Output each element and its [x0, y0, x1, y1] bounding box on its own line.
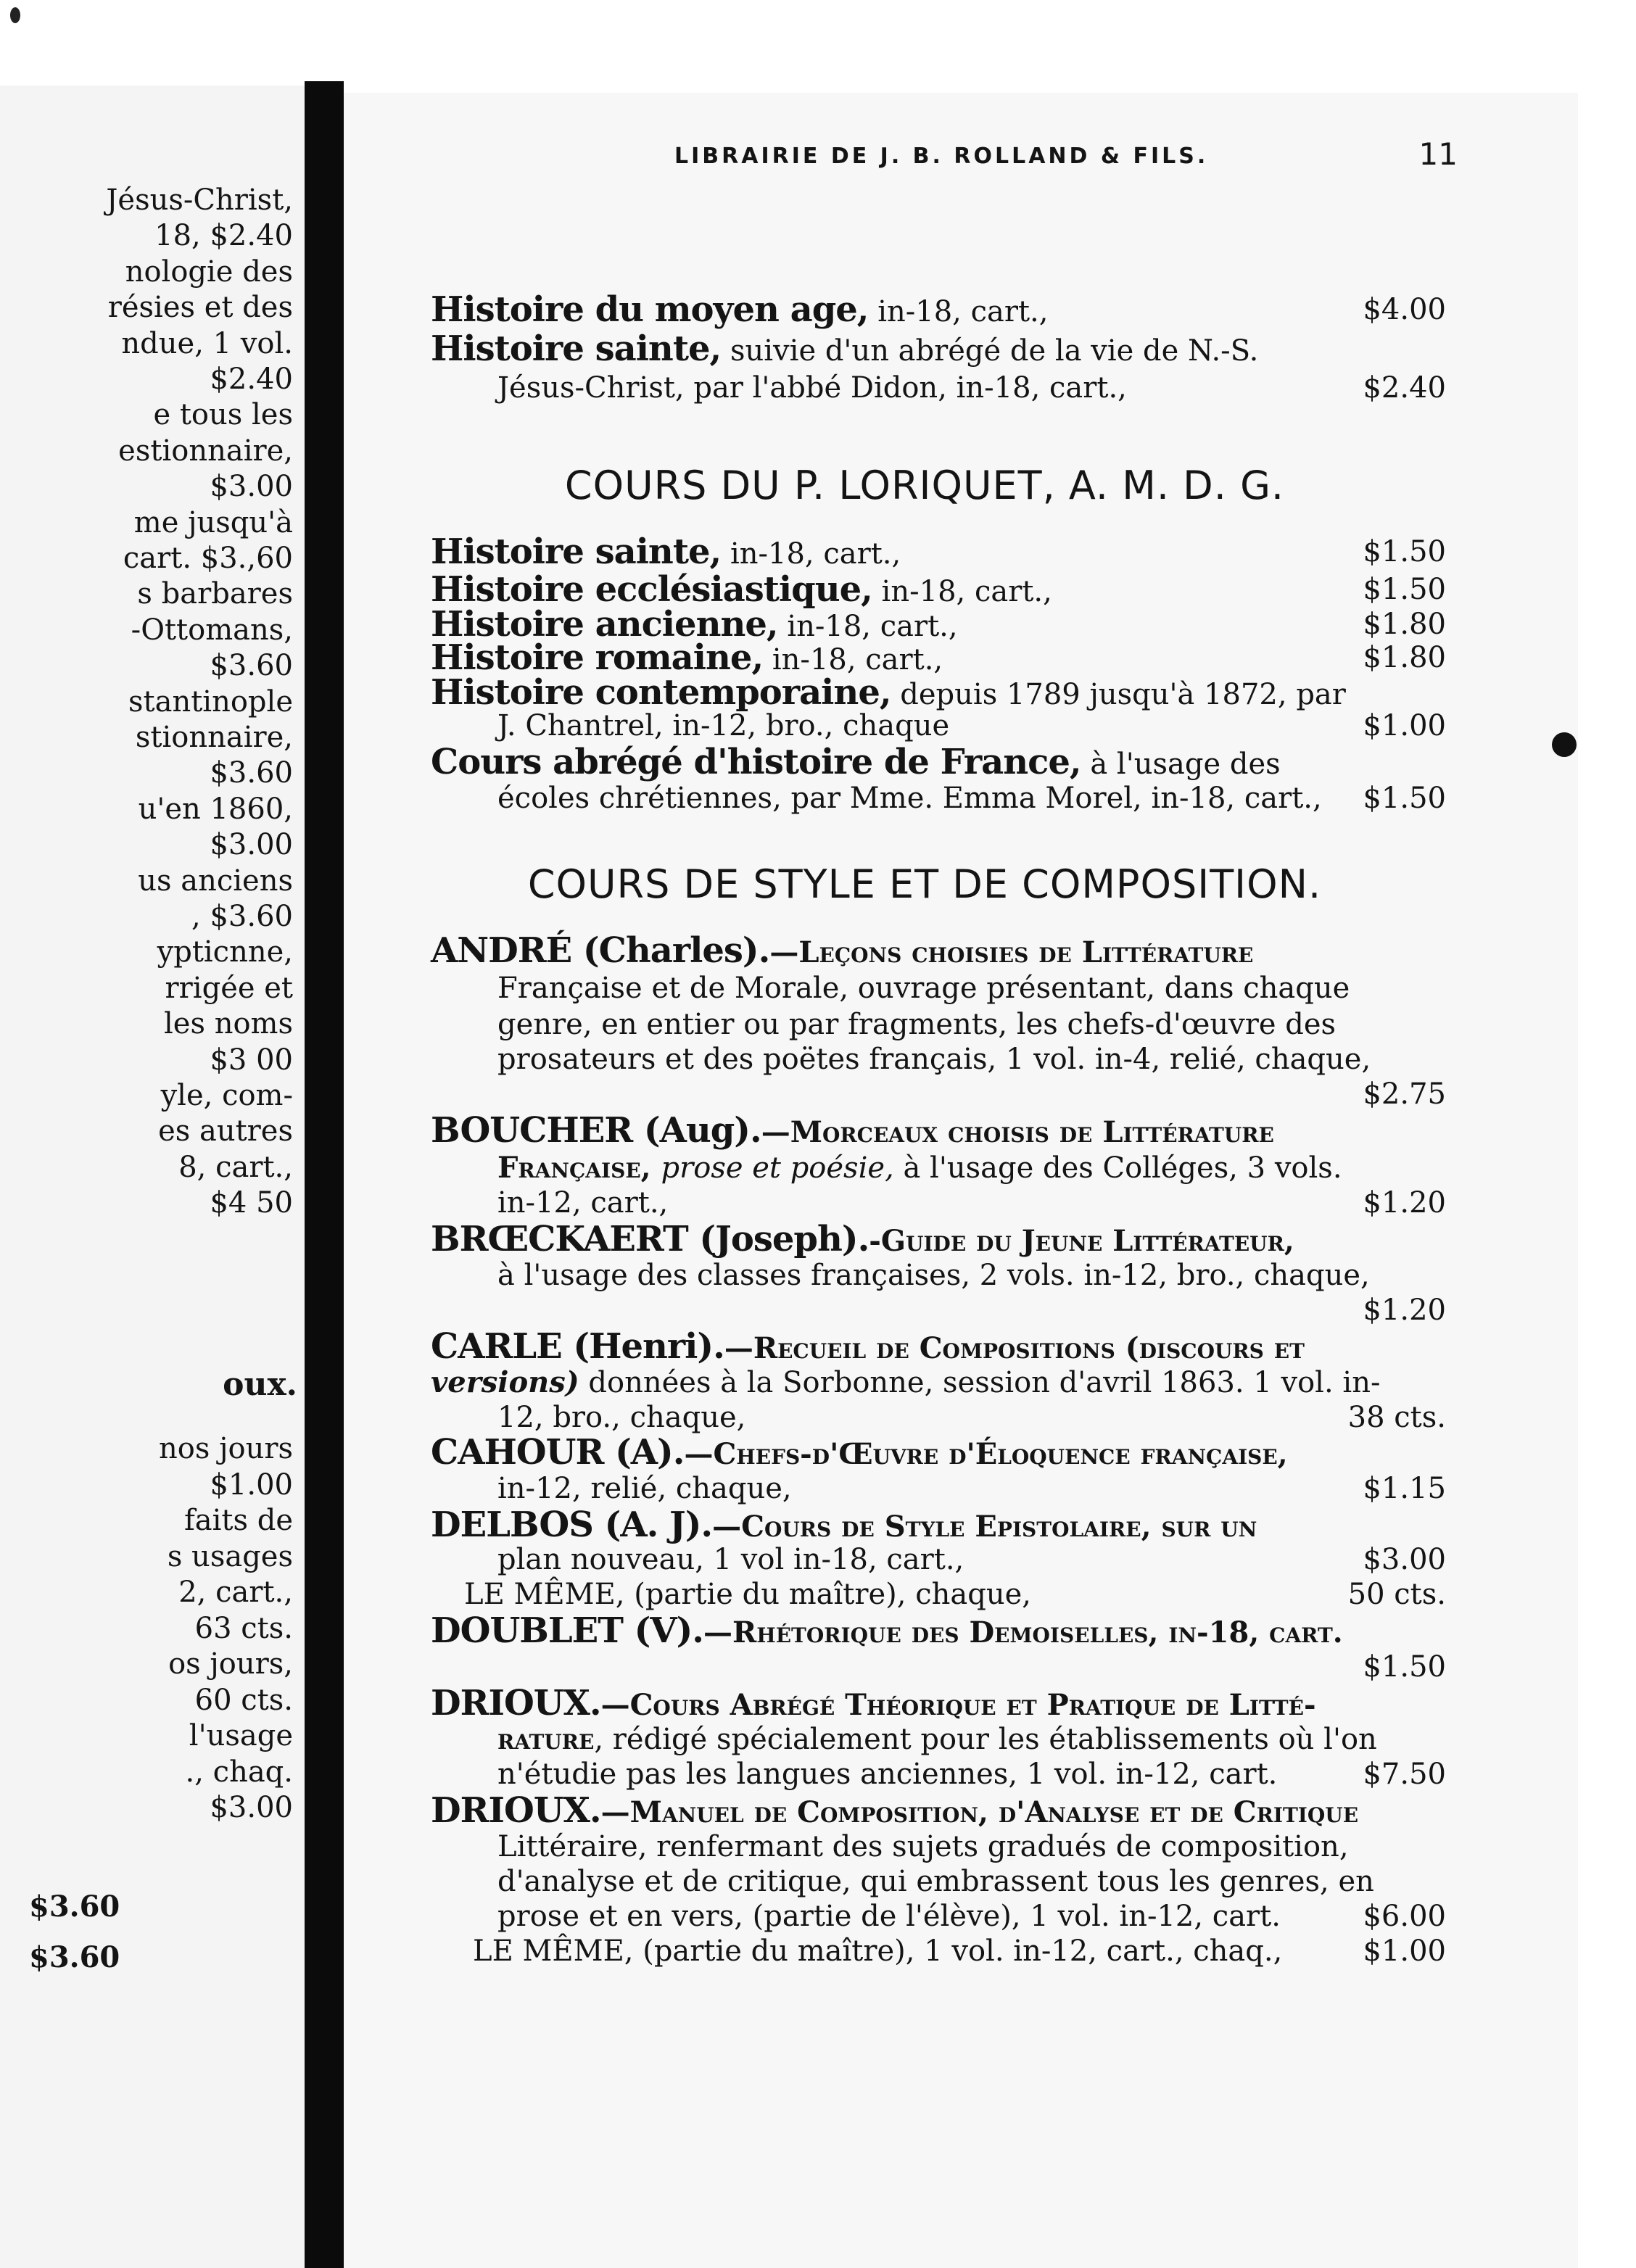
left-page-line: 2, cart., — [178, 1576, 293, 1609]
left-page-line: me jusqu'à — [133, 505, 293, 539]
left-page-line: les noms — [163, 1007, 293, 1041]
entry-line: Cours abrégé d'histoire de France, à l'usage des — [431, 742, 1281, 782]
price: $4.00 — [1363, 293, 1446, 326]
left-page-line: $2.40 — [210, 363, 293, 396]
price: $1.00 — [1363, 709, 1446, 742]
entry-line: écoles chrétiennes, par Mme. Emma Morel, in-18, cart., $1.50 — [497, 779, 1446, 818]
price: $3.00 — [1363, 1543, 1446, 1576]
book-gutter — [305, 81, 344, 2268]
entry-line: in-12, cart., $1.20 — [497, 1183, 1446, 1222]
entry-line: Française, prose et poésie, à l'usage des Colléges, 3 vols. — [497, 1151, 1342, 1185]
left-page-line: yle, com- — [160, 1079, 293, 1112]
left-page-line: $3.60 — [210, 649, 293, 683]
left-page-line: e tous les — [153, 398, 293, 432]
left-page-line: estionnaire, — [118, 434, 293, 468]
page-margin — [1578, 102, 1636, 2268]
entry-line: Histoire sainte, suivie d'un abrégé de la vie de N.-S. — [431, 328, 1259, 369]
left-page-line: 63 cts. — [194, 1611, 293, 1645]
price: 50 cts. — [1347, 1578, 1446, 1611]
price: $2.40 — [1363, 371, 1446, 405]
left-page-line: faits de — [183, 1504, 293, 1537]
price: $1.20 — [1363, 1186, 1446, 1220]
left-page-line: $3.60 — [210, 756, 293, 790]
left-page-line: résies et des — [107, 291, 293, 325]
entry-line: Littéraire, renfermant des sujets gradués de composition, — [497, 1830, 1349, 1863]
price: $1.50 — [1363, 535, 1446, 568]
entry-line: CARLE (Henri).—Recueil de Compositions (discours et — [431, 1326, 1305, 1367]
entry-line: Histoire du moyen age, in-18, cart., $4.00 — [431, 289, 1446, 330]
left-page-line: $3 00 — [210, 1043, 293, 1077]
left-page-line: stantinople — [128, 684, 293, 719]
left-page-line: s usages — [167, 1539, 293, 1573]
price: $1.80 — [1363, 608, 1446, 641]
entry-line: Histoire contemporaine, depuis 1789 jusqu'à 1872, par — [431, 672, 1346, 713]
left-page-line: ypticnne, — [157, 935, 293, 969]
entry-line: CAHOUR (A).—Chefs-d'Œuvre d'Éloquence française, — [431, 1432, 1288, 1473]
entry-line: BOUCHER (Aug).—Morceaux choisis de Littérature — [431, 1110, 1274, 1151]
left-page-line: us anciens — [138, 864, 293, 898]
entry-line: LE MÊME, (partie du maître), 1 vol. in-12, cart., chaq., $1.00 — [473, 1932, 1446, 1971]
ink-dot — [1552, 732, 1577, 757]
left-page-line: rrigée et — [165, 971, 293, 1005]
left-page-line: -Ottomans, — [131, 613, 293, 647]
left-page-heading: oux. — [223, 1366, 297, 1403]
price: 38 cts. — [1347, 1401, 1446, 1434]
running-header — [392, 131, 1458, 181]
left-page-line: 8, cart., — [178, 1150, 293, 1184]
left-page-line: $1.00 — [210, 1468, 293, 1502]
entry-line: BRŒCKAERT (Joseph).-Guide du Jeune Littérateur, — [431, 1219, 1294, 1259]
entry-line: ANDRÉ (Charles).—Leçons choisies de Littérature — [431, 930, 1254, 971]
left-page-line: 18, $2.40 — [154, 219, 293, 253]
ink-dot — [10, 7, 20, 23]
left-page-line: $3.00 — [210, 828, 293, 862]
entry-line: DRIOUX.—Manuel de Composition, d'Analyse et de Critique — [431, 1790, 1359, 1831]
entry-line — [497, 1647, 1446, 1686]
entry-line: versions) données à la Sorbonne, session d'avril 1863. 1 vol. in- — [431, 1365, 1381, 1399]
left-page-line: ndue, 1 vol. — [121, 326, 293, 360]
entry-line: prose et en vers, (partie de l'élève), 1 vol. in-12, cart. $6.00 — [497, 1897, 1446, 1936]
entry-line: Française et de Morale, ouvrage présentant, dans chaque — [497, 972, 1350, 1005]
entry-line: plan nouveau, 1 vol in-18, cart., $3.00 — [497, 1540, 1446, 1579]
price: $1.15 — [1363, 1472, 1446, 1505]
price: $1.80 — [1363, 641, 1446, 674]
entry-line: 12, bro., chaque, 38 cts. — [497, 1398, 1446, 1437]
price: $2.75 — [1363, 1077, 1446, 1111]
left-page-line: stionnaire, — [135, 721, 293, 754]
entry-line: Histoire ancienne, in-18, cart., $1.80 — [431, 604, 1446, 645]
price: $6.00 — [1363, 1900, 1446, 1933]
entry-line: Histoire sainte, in-18, cart., $1.50 — [431, 531, 1446, 572]
price: $1.00 — [1363, 1934, 1446, 1968]
left-page-line: cart. $3.,60 — [123, 542, 293, 575]
entry-line: DRIOUX.—Cours Abrégé Théorique et Pratique de Litté- — [431, 1683, 1316, 1723]
left-page-line: l'usage — [189, 1719, 293, 1752]
price: $1.20 — [1363, 1294, 1446, 1327]
left-page-line: es autres — [158, 1114, 293, 1149]
entry-line: genre, en entier ou par fragments, les chefs-d'œuvre des — [497, 1008, 1337, 1041]
left-page-price: $3.60 — [29, 1940, 120, 1974]
entry-line — [497, 1291, 1446, 1330]
left-page-line: ., chaq. — [185, 1755, 293, 1789]
section-heading: COURS DE STYLE ET DE COMPOSITION. — [527, 861, 1322, 907]
entry-line: in-12, relié, chaque, $1.15 — [497, 1469, 1446, 1508]
left-page-line: nologie des — [125, 254, 293, 289]
entry-line: à l'usage des classes françaises, 2 vols. in-12, bro., chaque, — [497, 1259, 1370, 1292]
entry-line: Histoire ecclésiastique, in-18, cart., $1.50 — [431, 569, 1446, 610]
left-page-line: , $3.60 — [191, 900, 293, 933]
entry-line: d'analyse et de critique, qui embrassent tous les genres, en — [497, 1865, 1374, 1898]
entry-line: LE MÊME, (partie du maître), chaque, 50 cts. — [464, 1575, 1446, 1614]
price: $1.50 — [1363, 1650, 1446, 1684]
left-page-line: $3.00 — [210, 470, 293, 504]
entry-line: rature, rédigé spécialement pour les établissements où l'on — [497, 1722, 1377, 1756]
left-page-line: Jésus-Christ, — [106, 183, 293, 217]
left-page-price: $3.60 — [29, 1890, 120, 1924]
left-page-line: s barbares — [137, 577, 293, 611]
left-page-fragment — [0, 86, 313, 2268]
left-page-line: 60 cts. — [194, 1683, 293, 1717]
header-title: LIBRAIRIE DE J. B. ROLLAND & FILS. — [674, 144, 1209, 169]
left-page-line: os jours, — [168, 1647, 293, 1681]
left-page-line: u'en 1860, — [138, 792, 293, 826]
entry-line — [497, 1075, 1446, 1114]
entry-line: DELBOS (A. J).—Cours de Style Epistolaire, sur un — [431, 1505, 1257, 1545]
left-page-line: $4 50 — [210, 1186, 293, 1220]
section-heading: COURS DU P. LORIQUET, A. M. D. G. — [564, 463, 1285, 508]
left-page-line: $3.00 — [210, 1791, 293, 1824]
entry-line: n'étudie pas les langues anciennes, 1 vol. in-12, cart. $7.50 — [497, 1755, 1446, 1794]
price: $1.50 — [1363, 573, 1446, 606]
entry-line: Histoire romaine, in-18, cart., $1.80 — [431, 637, 1446, 678]
entry-line: DOUBLET (V).—Rhétorique des Demoiselles, in-18, cart. — [431, 1610, 1343, 1651]
price: $1.50 — [1363, 782, 1446, 815]
price: $7.50 — [1363, 1758, 1446, 1791]
left-page-line: nos jours — [159, 1432, 293, 1465]
entry-line: Jésus-Christ, par l'abbé Didon, in-18, cart., $2.40 — [497, 368, 1446, 407]
page-number: 11 — [1418, 136, 1458, 172]
entry-line: J. Chantrel, in-12, bro., chaque $1.00 — [497, 706, 1446, 745]
entry-line: prosateurs et des poëtes français, 1 vol. in-4, relié, chaque, — [497, 1043, 1371, 1076]
